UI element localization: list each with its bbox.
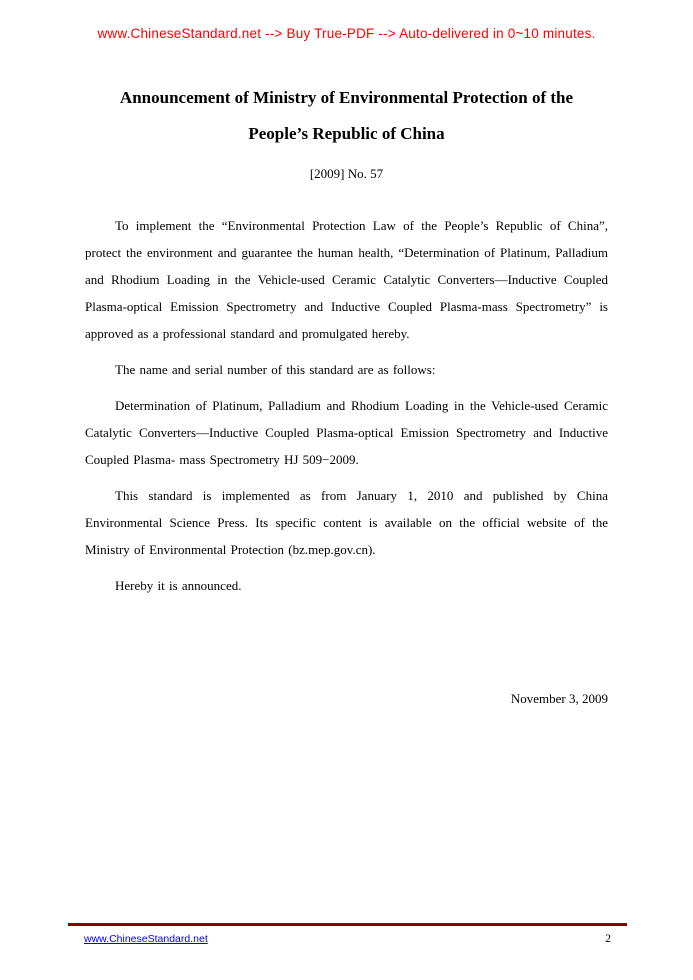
document-title (85, 80, 608, 152)
paragraph-2: The name and serial number of this standard are as follows: (115, 362, 436, 377)
date-line: November 3, 2009 (510, 691, 608, 706)
footer-divider (68, 923, 627, 926)
paragraph-5: Hereby it is announced. (115, 578, 242, 593)
paragraph-3: Determination of Platinum, Palladium and Rhodium Loading in the Vehicle-used Ceramic Catalytic Converters—Inductive Coupled Plasma-optical Emission Spectrometry and Inductive Coupled Plasma- mass Spectrometry HJ 509−2009. (85, 398, 608, 467)
footer-site-link[interactable]: www.ChineseStandard.net (84, 933, 208, 945)
document-title-line2: People’s Republic of China (248, 124, 445, 143)
paragraph-4: This standard is implemented as from January 1, 2010 and published by China Environmental Science Press. Its specific content is available on the official website of the Ministry of Environmental Protection (bz.mep.gov.cn). (85, 488, 608, 557)
promo-banner: www.ChineseStandard.net --> Buy True-PDF --> Auto-delivered in 0~10 minutes. (97, 26, 596, 41)
page-number: 2 (605, 933, 611, 945)
document-title-line1: Announcement of Ministry of Environmental Protection of the (119, 88, 574, 107)
paragraph-1: To implement the “Environmental Protection Law of the People’s Republic of China”, protect the environment and guarantee the human health, “Determination of Platinum, Palladium and Rhodium Loading in the Vehicle-used Ceramic Catalytic Converters—Inductive Coupled Plasma-optical Emission Spectrometry and Inductive Coupled Plasma-mass Spectrometry” is approved as a professional standard and promulgated hereby. (85, 218, 608, 341)
page-footer (68, 923, 627, 945)
doc-number: [2009] No. 57 (309, 166, 384, 181)
document-content (85, 80, 608, 707)
footer-row (68, 933, 627, 945)
